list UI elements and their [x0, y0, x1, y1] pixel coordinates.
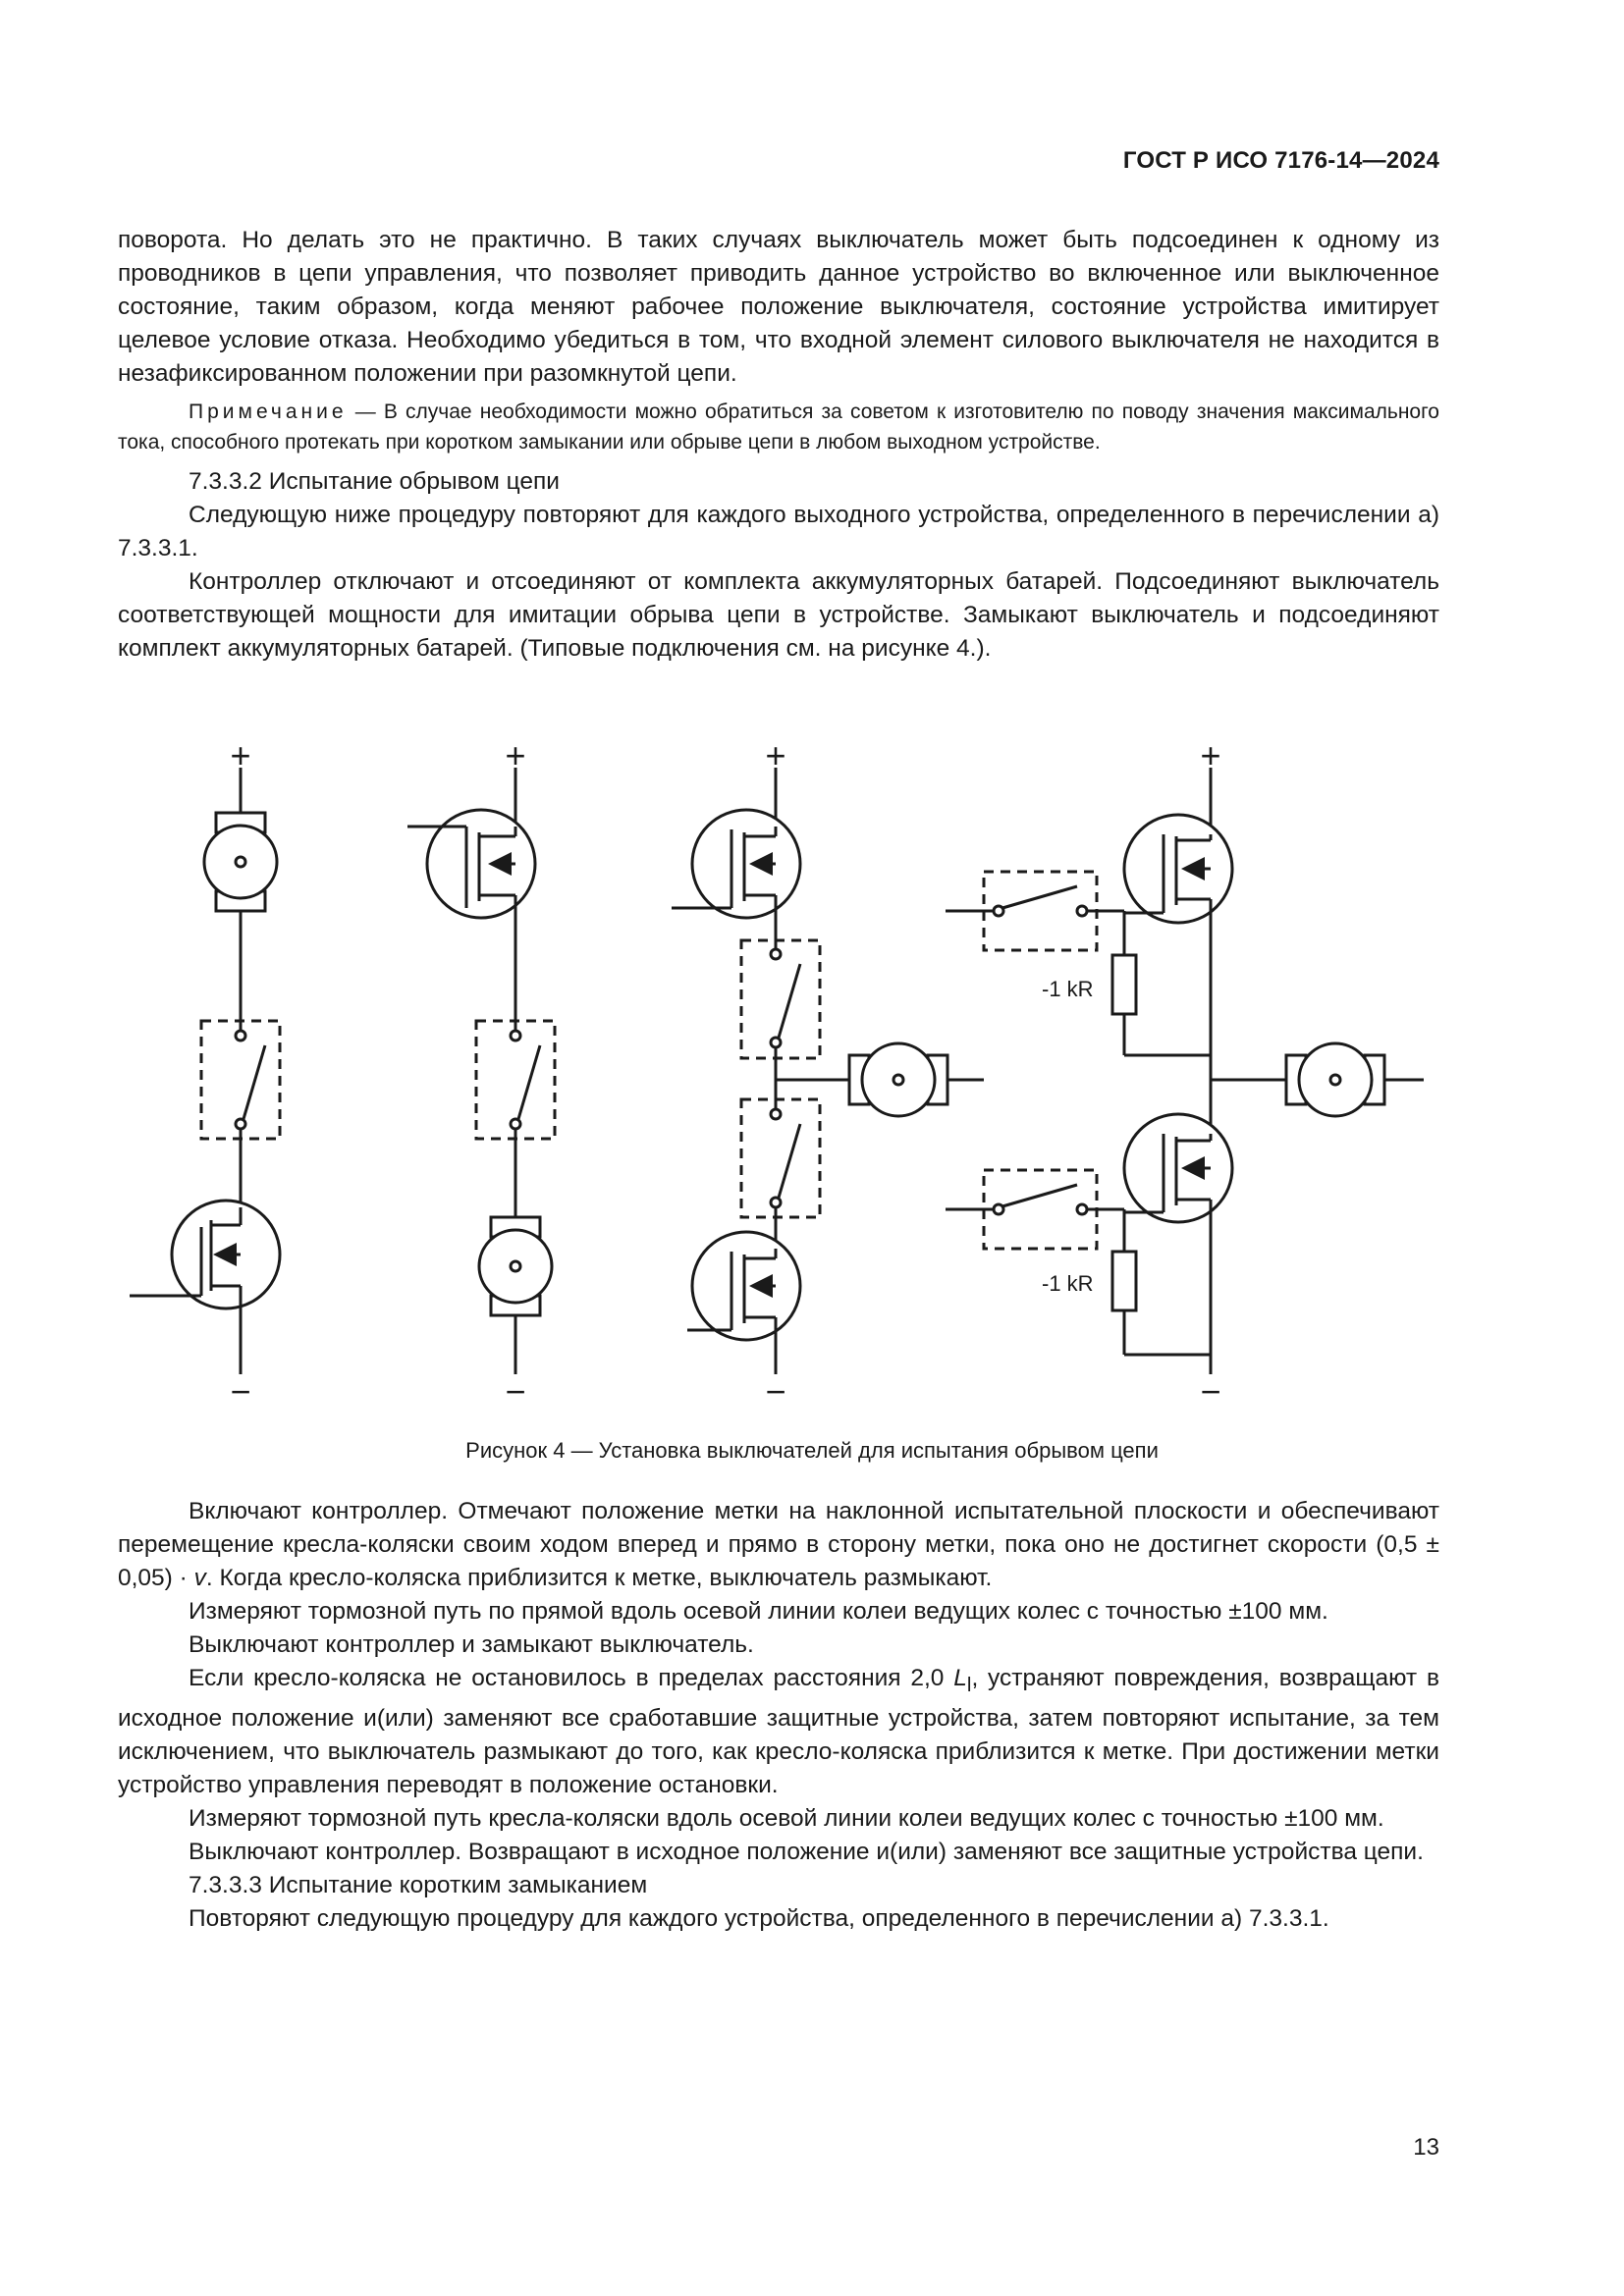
paragraph: поворота. Но делать это не практично. В таких случаях выключатель может быть подсоединен к одному из проводников в цепи управления, что позволяет приводить данное устройство во включенное или выключенное состояние, таким образом, когда меняют рабочее положение выключателя, состояние устройства имитирует целевое условие отказа. Необходимо убедиться в том, что входной элемент силового выключателя не находится в незафиксированном положении при разомкнутой цепи. [118, 227, 1439, 387]
circuit-3 [672, 768, 984, 1374]
body-text-bottom [118, 1495, 1439, 1936]
mosfet-icon [1124, 815, 1232, 923]
paragraph: Измеряют тормозной путь по прямой вдоль осевой линии колеи ведущих колес с точностью ±100 мм. [189, 1598, 1328, 1625]
figure-caption: Рисунок 4 — Установка выключателей для испытания обрывом цепи [465, 1438, 1159, 1463]
minus-terminal: − [765, 1371, 786, 1412]
paragraph: Выключают контроллер и замыкают выключатель. [189, 1631, 754, 1658]
resistor-label: -1 kR [1042, 977, 1094, 1001]
plus-terminal: + [230, 735, 251, 775]
circuit-1 [130, 768, 280, 1374]
paragraph: Следующую ниже процедуру повторяют для каждого выходного устройства, определенного в перечислении а) 7.3.3.1. [118, 502, 1439, 561]
plus-terminal: + [1200, 735, 1221, 775]
note-paragraph: Примечание — В случае необходимости можно обратиться за советом к изготовителю по поводу значения максимального тока, способного протекать при коротком замыкании или обрыве цепи в любом выходном устройстве. [118, 400, 1439, 454]
mosfet-icon [1124, 1114, 1232, 1222]
paragraph: Измеряют тормозной путь кресла-коляски вдоль осевой линии колеи ведущих колес с точностью ±100 мм. [189, 1804, 1384, 1832]
paragraph: Контроллер отключают и отсоединяют от комплекта аккумуляторных батарей. Подсоединяют выключатель соответствующей мощности для имитации обрыва цепи в устройстве. Замыкают выключатель и подсоединяют комплект аккумуляторных батарей. (Типовые подключения см. на рисунке 4.). [118, 568, 1439, 662]
minus-terminal: − [505, 1371, 526, 1412]
resistor-icon [1112, 955, 1136, 1014]
note-label: Примечание [189, 400, 348, 423]
paragraph: Выключают контроллер. Возвращают в исходное положение и(или) заменяют все защитные устройства цепи. [189, 1838, 1424, 1865]
circuit-2 [407, 768, 555, 1374]
plus-terminal: + [765, 735, 786, 775]
minus-terminal: − [1200, 1371, 1221, 1412]
note-text: В случае необходимости можно обратиться за советом к изготовителю по поводу значения максимального тока, способного протекать при коротком замыкании или обрыве цепи в любом выходном устройстве. [118, 400, 1439, 454]
mosfet-icon [692, 810, 800, 918]
paragraph: Повторяют следующую процедуру для каждого устройства, определенного в перечислении а) 7.3.3.1. [189, 1904, 1329, 1932]
mosfet-icon [692, 1232, 800, 1340]
document-header: ГОСТ Р ИСО 7176-14—2024 [1122, 147, 1439, 174]
circuit-figure [118, 731, 1439, 1414]
plus-terminal: + [505, 735, 526, 775]
circuit-4 [946, 768, 1424, 1374]
section-heading-7332: 7.3.3.2 Испытание обрывом цепи [189, 468, 560, 495]
minus-terminal: − [230, 1371, 251, 1412]
section-heading-7333: 7.3.3.3 Испытание коротким замыканием [189, 1871, 648, 1898]
page-number: 13 [1413, 2134, 1439, 2161]
paragraph: Если кресло-коляска не остановилось в пределах расстояния 2,0 $L_l$, устраняют повреждения, возвращают в исходное положение и(или) заменяют все сработавшие защитные устройства, затем повторяют испытание, за тем исключением, что выключатель размыкают до того, как кресло-коляска приблизится к метке. При достижении метки устройство управления переводят в положение остановки. [118, 1665, 1439, 1798]
paragraph: Включают контроллер. Отмечают положение метки на наклонной испытательной плоскости и обеспечивают перемещение кресла-коляски своим ходом вперед и прямо в сторону метки, пока оно не достигнет скорости (0,5 ± 0,05) · v. Когда кресло-коляска приблизится к метке, выключатель размыкают. [118, 1498, 1439, 1591]
resistor-label: -1 kR [1042, 1271, 1094, 1296]
resistor-icon [1112, 1252, 1136, 1310]
body-text-top [118, 224, 1439, 666]
